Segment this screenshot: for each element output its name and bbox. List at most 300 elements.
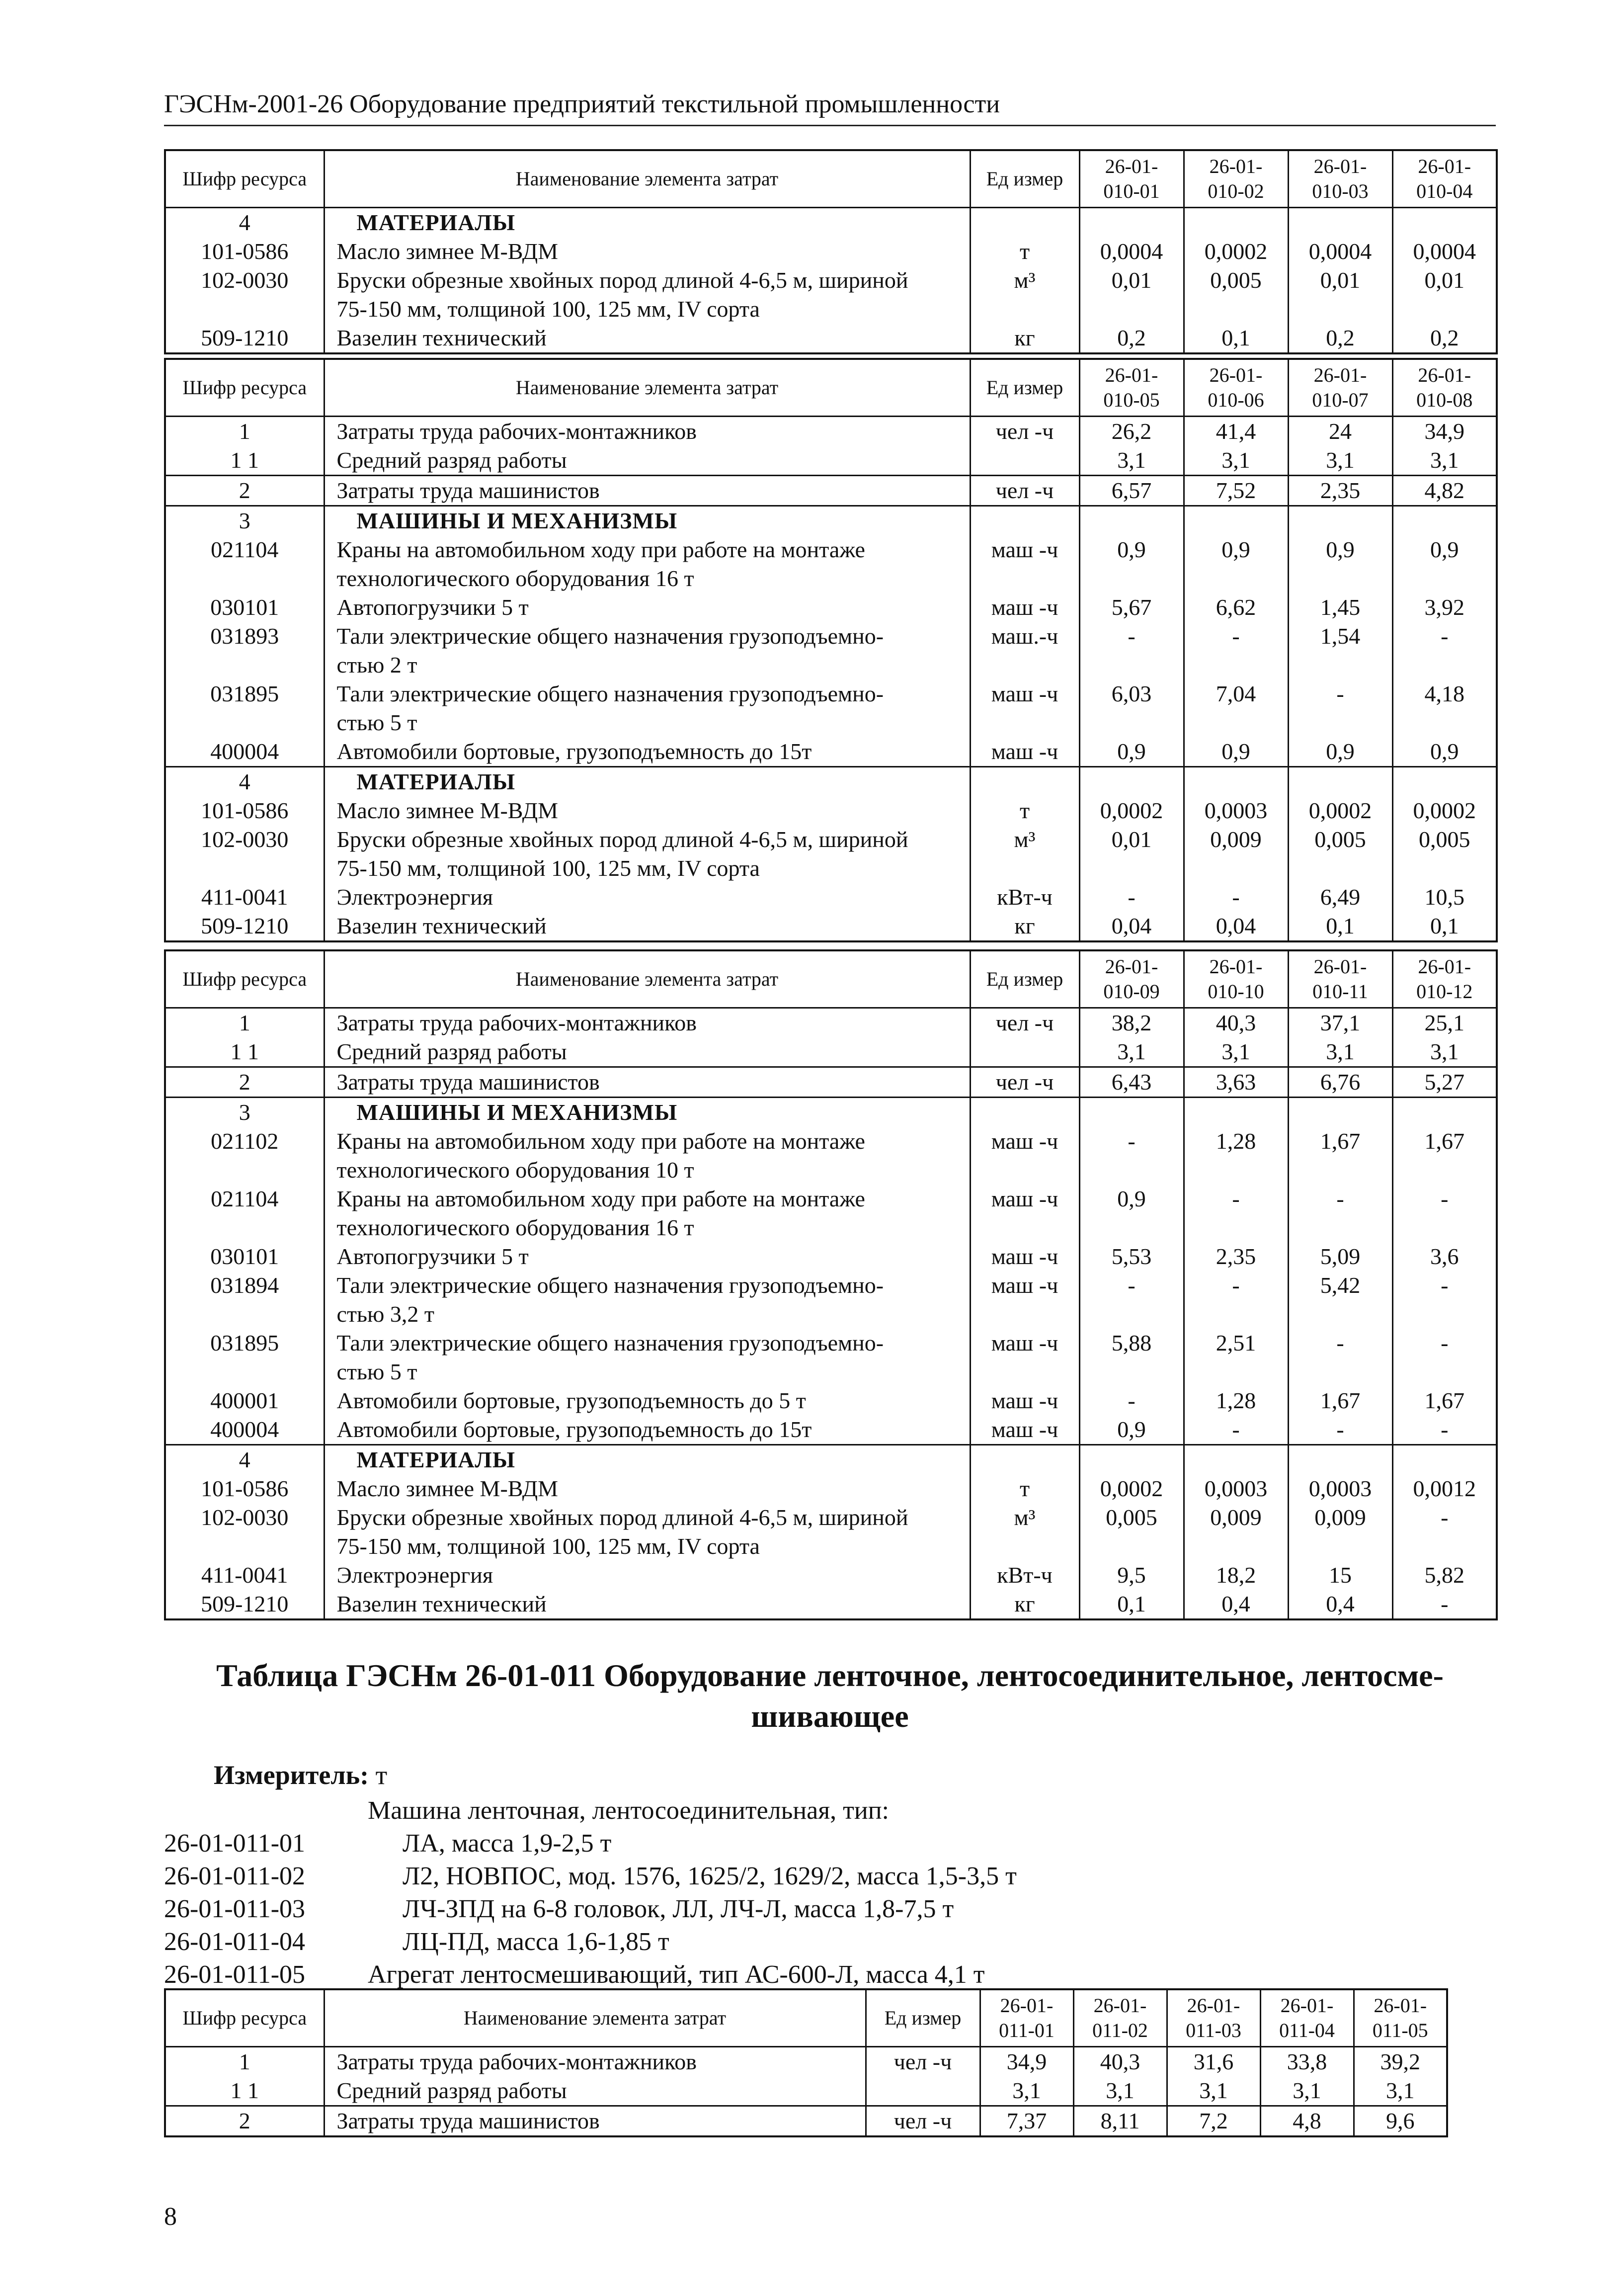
resource-value: - xyxy=(1184,883,1288,912)
resource-unit: маш -ч xyxy=(970,1415,1079,1445)
header-norm-code xyxy=(1260,1989,1354,2047)
header-name: Наименование элемента затрат xyxy=(324,150,970,208)
resource-name-line1: Средний разряд работы xyxy=(336,2078,567,2103)
header-norm-code xyxy=(1288,150,1392,208)
resource-name xyxy=(324,883,970,912)
resource-value: 2,51 xyxy=(1184,1329,1288,1386)
table-row xyxy=(165,883,1497,912)
resource-value: 0,0002 xyxy=(1413,798,1476,823)
table-row xyxy=(165,1590,1497,1619)
resource-code: 1 1 xyxy=(165,446,324,476)
resource-name xyxy=(324,622,970,679)
resource-value: - xyxy=(1079,883,1184,912)
resource-unit xyxy=(970,506,1079,536)
resource-name-line2: 75-150 мм, толщиной 100, 125 мм, IV сорта xyxy=(336,296,760,322)
resource-value xyxy=(1392,1098,1497,1127)
resource-value: 0,1 xyxy=(1184,324,1288,353)
resource-value: 0,0002 xyxy=(1079,796,1184,825)
section-row xyxy=(165,767,1497,797)
resource-name-line1: Масло зимнее М-ВДМ xyxy=(336,798,558,823)
item-desc: Агрегат лентосмешивающий, тип АС-600-Л, масса 4,1 т xyxy=(368,1960,985,1989)
norm-code-line2: 010-01 xyxy=(1103,180,1160,202)
resource-code: 102-0030 xyxy=(165,266,324,324)
resource-name xyxy=(324,1098,970,1127)
resource-value xyxy=(1288,767,1392,797)
resource-value: 9,5 xyxy=(1079,1561,1184,1590)
resource-code: 031894 xyxy=(165,1271,324,1329)
header-norm-code xyxy=(1079,150,1184,208)
resource-unit xyxy=(866,2076,980,2106)
header-norm-code xyxy=(1167,1989,1260,2047)
header-code: Шифр ресурса xyxy=(165,150,324,208)
resource-value: 0,9 xyxy=(1184,535,1288,593)
resource-unit xyxy=(970,1098,1079,1127)
resource-value: - xyxy=(1441,1591,1449,1616)
resource-value: 0,009 xyxy=(1184,1503,1288,1561)
resource-unit: м³ xyxy=(970,1503,1079,1561)
resource-value: - xyxy=(1441,623,1449,649)
resource-value: - xyxy=(1079,1127,1184,1185)
header-norm-code xyxy=(1288,359,1392,417)
resource-name-line1: Затраты труда рабочих-монтажников xyxy=(336,1010,697,1035)
resource-value xyxy=(1288,506,1392,536)
resource-name-line1: Масло зимнее М-ВДМ xyxy=(336,1476,558,1501)
norm-code-line2: 010-09 xyxy=(1103,980,1160,1003)
resource-unit: маш -ч xyxy=(970,1185,1079,1242)
section-row xyxy=(165,506,1497,536)
resource-code: 509-1210 xyxy=(165,324,324,353)
resource-value: 4,18 xyxy=(1424,681,1464,706)
item-code: 26-01-011-01 xyxy=(164,1829,306,1858)
section-title xyxy=(164,1655,1496,1737)
resource-value: 3,1 xyxy=(1392,446,1497,476)
norm-code-line1: 26-01- xyxy=(1000,1994,1054,2017)
resource-value: 0,9 xyxy=(1079,1415,1184,1445)
resource-table-011-01-05 xyxy=(164,1988,1448,2137)
resource-value: 0,0003 xyxy=(1184,796,1288,825)
resource-code: 031895 xyxy=(165,1329,324,1386)
resource-value: 5,88 xyxy=(1079,1329,1184,1386)
resource-name xyxy=(324,1271,970,1329)
resource-value: 6,62 xyxy=(1184,593,1288,622)
norm-code-line1: 26-01- xyxy=(1280,1994,1334,2017)
resource-value: 3,1 xyxy=(1073,2076,1167,2106)
resource-name-line1: МАТЕРИАЛЫ xyxy=(356,1447,515,1472)
resource-value xyxy=(1184,1445,1288,1475)
resource-name xyxy=(324,1037,970,1067)
resource-value: - xyxy=(1079,622,1184,679)
item-row xyxy=(164,1893,1017,1926)
table-row xyxy=(165,1561,1497,1590)
resource-name-line2: 75-150 мм, толщиной 100, 125 мм, IV сорта xyxy=(336,855,760,881)
table-row xyxy=(165,446,1497,476)
resource-name-line1: Автопогрузчики 5 т xyxy=(336,1244,529,1269)
resource-value: 0,009 xyxy=(1288,1503,1392,1561)
item-row xyxy=(164,1860,1017,1893)
table-row xyxy=(165,1329,1497,1386)
resource-value xyxy=(1392,767,1497,797)
resource-code: 400004 xyxy=(165,737,324,767)
resource-value xyxy=(1392,506,1497,536)
resource-value: 3,1 xyxy=(980,2076,1073,2106)
resource-value: 3,1 xyxy=(1079,1037,1184,1067)
resource-value xyxy=(1392,1445,1497,1475)
resource-unit: кВт-ч xyxy=(970,1561,1079,1590)
resource-unit xyxy=(970,767,1079,797)
resource-value: 5,09 xyxy=(1288,1242,1392,1271)
resource-name xyxy=(324,2047,866,2077)
section-title-line1: Таблица ГЭСНм 26-01-011 Оборудование ленточное, лентосоединительное, лентосме- xyxy=(216,1658,1444,1693)
resource-value: 1,28 xyxy=(1184,1386,1288,1415)
header-norm-code xyxy=(1392,359,1497,417)
resource-code: 101-0586 xyxy=(165,1474,324,1503)
norm-code-line1: 26-01- xyxy=(1209,155,1263,177)
resource-name-line2: стью 5 т xyxy=(336,710,417,735)
resource-value: 5,82 xyxy=(1424,1562,1464,1588)
table-row xyxy=(165,1415,1497,1445)
norm-code-line1: 26-01- xyxy=(1313,364,1367,386)
resource-name-line1: Затраты труда рабочих-монтажников xyxy=(336,419,697,444)
resource-name-line2: технологического оборудования 10 т xyxy=(336,1157,694,1183)
resource-code: 101-0586 xyxy=(165,237,324,266)
resource-name xyxy=(324,324,970,353)
resource-value: 3,1 xyxy=(1184,446,1288,476)
norm-code-line2: 010-10 xyxy=(1208,980,1264,1003)
resource-value: 0,1 xyxy=(1288,912,1392,941)
resource-name-line1: Бруски обрезные хвойных пород длиной 4-6,5 м, шириной xyxy=(336,1505,908,1530)
resource-value: 0,0002 xyxy=(1184,237,1288,266)
resource-code: 021104 xyxy=(165,1185,324,1242)
page-number: 8 xyxy=(164,2203,177,2231)
resource-value: 0,0003 xyxy=(1288,1474,1392,1503)
resource-value: 6,03 xyxy=(1079,679,1184,737)
header-norm-code xyxy=(1392,950,1497,1008)
resource-value: 6,49 xyxy=(1288,883,1392,912)
resource-name-line1: Средний разряд работы xyxy=(336,1039,567,1064)
resource-value: 0,1 xyxy=(1430,913,1459,938)
table-header-row xyxy=(165,950,1497,1008)
norm-code-line2: 011-03 xyxy=(1186,2019,1241,2041)
resource-name xyxy=(324,1590,970,1619)
norm-code-line1: 26-01- xyxy=(1418,955,1471,978)
resource-value: 3,1 xyxy=(1184,1037,1288,1067)
resource-name xyxy=(324,535,970,593)
resource-value: 24 xyxy=(1288,417,1392,446)
table-row xyxy=(165,535,1497,593)
header-norm-code xyxy=(1184,359,1288,417)
norm-code-line1: 26-01- xyxy=(1313,955,1367,978)
resource-value: 37,1 xyxy=(1288,1008,1392,1038)
resource-name-line1: Масло зимнее М-ВДМ xyxy=(336,239,558,264)
norm-code-line1: 26-01- xyxy=(1418,364,1471,386)
resource-value: 0,9 xyxy=(1430,739,1459,764)
header-unit: Ед измер xyxy=(866,1989,980,2047)
table-header-row xyxy=(165,359,1497,417)
resource-unit: т xyxy=(970,796,1079,825)
norm-code-line2: 010-04 xyxy=(1416,180,1473,202)
resource-value: 0,9 xyxy=(1288,535,1392,593)
norm-code-line1: 26-01- xyxy=(1105,364,1158,386)
resource-value: 0,9 xyxy=(1288,737,1392,767)
resource-name-line1: Бруски обрезные хвойных пород длиной 4-6,5 м, шириной xyxy=(336,267,908,293)
norm-code-line1: 26-01- xyxy=(1374,1994,1427,2017)
resource-value: 7,52 xyxy=(1184,476,1288,506)
resource-name xyxy=(324,1445,970,1475)
section-row xyxy=(165,1098,1497,1127)
resource-value: 3,1 xyxy=(1260,2076,1354,2106)
resource-value: - xyxy=(1441,1330,1449,1356)
resource-value: 1,67 xyxy=(1424,1128,1464,1154)
resource-value: 7,37 xyxy=(980,2106,1073,2137)
table-row xyxy=(165,593,1497,622)
resource-name-line1: МАШИНЫ И МЕХАНИЗМЫ xyxy=(356,508,678,533)
resource-value: - xyxy=(1288,1329,1392,1386)
resource-name-line1: Тали электрические общего назначения грузоподъемно- xyxy=(336,681,884,706)
resource-unit xyxy=(970,1037,1079,1067)
resource-value: 40,3 xyxy=(1184,1008,1288,1038)
table-row xyxy=(165,417,1497,446)
resource-table-010-05-08 xyxy=(164,358,1498,942)
resource-value: 39,2 xyxy=(1380,2049,1420,2074)
resource-unit xyxy=(970,208,1079,238)
resource-code: 411-0041 xyxy=(165,1561,324,1590)
resource-name xyxy=(324,767,970,797)
norm-code-line1: 26-01- xyxy=(1105,155,1158,177)
resource-value: 2,35 xyxy=(1184,1242,1288,1271)
resource-value xyxy=(1079,208,1184,238)
resource-value: 0,0003 xyxy=(1184,1474,1288,1503)
resource-unit: кВт-ч xyxy=(970,883,1079,912)
table-row xyxy=(165,266,1497,324)
norm-code-line2: 010-11 xyxy=(1312,980,1368,1003)
resource-value: 3,1 xyxy=(1288,1037,1392,1067)
resource-value: 0,009 xyxy=(1184,825,1288,883)
resource-value: 2,35 xyxy=(1288,476,1392,506)
resource-value: 15 xyxy=(1288,1561,1392,1590)
resource-value: 9,6 xyxy=(1354,2106,1447,2137)
resource-value: 4,8 xyxy=(1260,2106,1354,2137)
resource-value: 3,92 xyxy=(1424,594,1464,620)
item-list xyxy=(164,1794,1017,1991)
resource-name xyxy=(324,2106,866,2137)
table-row xyxy=(165,1185,1497,1242)
resource-code: 1 xyxy=(165,1008,324,1038)
resource-name xyxy=(324,912,970,941)
resource-name xyxy=(324,506,970,536)
resource-value: - xyxy=(1184,1271,1288,1329)
resource-value: 0,0002 xyxy=(1079,1474,1184,1503)
item-row xyxy=(164,1827,1017,1860)
resource-value: 1,54 xyxy=(1288,622,1392,679)
resource-code: 030101 xyxy=(165,1242,324,1271)
resource-value: - xyxy=(1079,1271,1184,1329)
resource-unit: маш -ч xyxy=(970,1329,1079,1386)
resource-value: 3,1 xyxy=(1354,2076,1447,2106)
resource-name-line1: Вазелин технический xyxy=(336,325,547,350)
resource-name-line1: Электроэнергия xyxy=(336,1562,493,1588)
resource-unit: м³ xyxy=(970,266,1079,324)
resource-value: - xyxy=(1288,1415,1392,1445)
section-title-line2: шивающее xyxy=(751,1698,909,1734)
header-norm-code xyxy=(1288,950,1392,1008)
resource-name-line1: Краны на автомобильном ходу при работе на монтаже xyxy=(336,1128,865,1154)
resource-value: 0,9 xyxy=(1430,537,1459,562)
resource-unit: т xyxy=(970,1474,1079,1503)
item-code: 26-01-011-04 xyxy=(164,1928,306,1956)
resource-value: 7,04 xyxy=(1184,679,1288,737)
table-row xyxy=(165,912,1497,941)
resource-value: 4,82 xyxy=(1392,476,1497,506)
resource-unit: чел -ч xyxy=(970,476,1079,506)
resource-name-line1: Затраты труда машинистов xyxy=(336,478,600,503)
resource-name xyxy=(324,1242,970,1271)
item-desc: ЛЧ-ЗПД на 6-8 головок, ЛЛ, ЛЧ-Л, масса 1,8-7,5 т xyxy=(403,1895,954,1923)
norm-code-line1: 26-01- xyxy=(1187,1994,1240,2017)
table-row xyxy=(165,476,1497,506)
resource-name xyxy=(324,737,970,767)
header-norm-code xyxy=(980,1989,1073,2047)
resource-value xyxy=(1079,506,1184,536)
resource-name-line1: Автомобили бортовые, грузоподъемность до 5 т xyxy=(336,1388,806,1413)
resource-name xyxy=(324,825,970,883)
page-header: ГЭСНм-2001-26 Оборудование предприятий текстильной промышленности xyxy=(164,89,1496,126)
norm-code-line2: 010-08 xyxy=(1416,389,1473,411)
resource-value: 18,2 xyxy=(1184,1561,1288,1590)
header-norm-code xyxy=(1079,359,1184,417)
resource-value xyxy=(1079,1098,1184,1127)
resource-value: 0,2 xyxy=(1079,324,1184,353)
resource-code: 102-0030 xyxy=(165,1503,324,1561)
table-row xyxy=(165,737,1497,767)
resource-value: 25,1 xyxy=(1424,1010,1464,1035)
resource-unit: чел -ч xyxy=(970,1008,1079,1038)
section-row xyxy=(165,208,1497,238)
table-row xyxy=(165,679,1497,737)
resource-unit: маш -ч xyxy=(970,535,1079,593)
table-row xyxy=(165,622,1497,679)
resource-value: 1,67 xyxy=(1288,1127,1392,1185)
resource-value: 0,01 xyxy=(1288,266,1392,324)
item-code: 26-01-011-02 xyxy=(164,1862,306,1890)
resource-value: 0,4 xyxy=(1288,1590,1392,1619)
resource-value: 6,43 xyxy=(1079,1067,1184,1098)
resource-name xyxy=(324,679,970,737)
resource-value: 0,0012 xyxy=(1413,1476,1476,1501)
resource-name xyxy=(324,208,970,238)
resource-value: 0,01 xyxy=(1079,266,1184,324)
norm-code-line2: 011-02 xyxy=(1092,2019,1148,2041)
table-row xyxy=(165,1242,1497,1271)
resource-name-line2: стью 2 т xyxy=(336,652,417,678)
resource-unit: маш -ч xyxy=(970,679,1079,737)
resource-value: 5,42 xyxy=(1288,1271,1392,1329)
item-desc: ЛА, масса 1,9-2,5 т xyxy=(403,1829,612,1858)
resource-unit: чел -ч xyxy=(970,1067,1079,1098)
resource-value: 0,0004 xyxy=(1413,239,1476,264)
resource-code: 2 xyxy=(165,1067,324,1098)
table-row xyxy=(165,825,1497,883)
resource-value: 0,04 xyxy=(1079,912,1184,941)
resource-name xyxy=(324,1561,970,1590)
resource-code: 1 xyxy=(165,417,324,446)
resource-name xyxy=(324,1185,970,1242)
resource-unit: кг xyxy=(970,1590,1079,1619)
table-row xyxy=(165,324,1497,353)
resource-code: 031893 xyxy=(165,622,324,679)
resource-code: 1 1 xyxy=(165,2076,324,2106)
table-row xyxy=(165,1067,1497,1098)
table-row xyxy=(165,2047,1447,2077)
resource-code: 4 xyxy=(165,1445,324,1475)
table-row xyxy=(165,1008,1497,1038)
resource-value: 1,67 xyxy=(1424,1388,1464,1413)
norm-code-line2: 010-03 xyxy=(1312,180,1369,202)
norm-code-line1: 26-01- xyxy=(1209,955,1263,978)
resource-unit: чел -ч xyxy=(970,417,1079,446)
norm-code-line2: 010-02 xyxy=(1208,180,1264,202)
norm-code-line2: 010-05 xyxy=(1103,389,1160,411)
resource-value: - xyxy=(1288,679,1392,737)
resource-code: 509-1210 xyxy=(165,912,324,941)
resource-value: 34,9 xyxy=(980,2047,1073,2077)
resource-unit xyxy=(970,1445,1079,1475)
header-norm-code xyxy=(1073,1989,1167,2047)
resource-value: - xyxy=(1184,622,1288,679)
meter-line xyxy=(214,1760,387,1790)
resource-value: 0,4 xyxy=(1184,1590,1288,1619)
header-code: Шифр ресурса xyxy=(165,359,324,417)
resource-code: 101-0586 xyxy=(165,796,324,825)
norm-code-line1: 26-01- xyxy=(1418,155,1471,177)
resource-value: 0,0004 xyxy=(1079,237,1184,266)
resource-unit: чел -ч xyxy=(866,2106,980,2137)
resource-value xyxy=(1079,767,1184,797)
header-norm-code xyxy=(1392,150,1497,208)
resource-unit: маш.-ч xyxy=(970,622,1079,679)
resource-code: 4 xyxy=(165,767,324,797)
header-norm-code xyxy=(1184,150,1288,208)
norm-code-line1: 26-01- xyxy=(1105,955,1158,978)
table-row xyxy=(165,796,1497,825)
table-row xyxy=(165,1386,1497,1415)
header-norm-code xyxy=(1354,1989,1447,2047)
resource-value: 0,9 xyxy=(1079,1185,1184,1242)
resource-unit: кг xyxy=(970,912,1079,941)
resource-code: 102-0030 xyxy=(165,825,324,883)
table-row xyxy=(165,1474,1497,1503)
resource-value: 0,005 xyxy=(1184,266,1288,324)
resource-value: 0,0004 xyxy=(1288,237,1392,266)
resource-name-line1: Бруски обрезные хвойных пород длиной 4-6,5 м, шириной xyxy=(336,827,908,852)
resource-code: 509-1210 xyxy=(165,1590,324,1619)
resource-value: 5,67 xyxy=(1079,593,1184,622)
resource-value: - xyxy=(1441,1505,1449,1530)
resource-name xyxy=(324,1503,970,1561)
resource-value: - xyxy=(1441,1186,1449,1211)
resource-code: 030101 xyxy=(165,593,324,622)
resource-value: 3,1 xyxy=(1288,446,1392,476)
resource-code: 411-0041 xyxy=(165,883,324,912)
resource-name xyxy=(324,237,970,266)
resource-value: - xyxy=(1288,1185,1392,1242)
resource-value: 8,11 xyxy=(1073,2106,1167,2137)
resource-value: 0,9 xyxy=(1079,737,1184,767)
resource-name-line1: Автомобили бортовые, грузоподъемность до 15т xyxy=(336,1417,812,1442)
resource-value: 7,2 xyxy=(1167,2106,1260,2137)
norm-code-line2: 010-06 xyxy=(1208,389,1264,411)
resource-name xyxy=(324,1474,970,1503)
resource-value: - xyxy=(1184,1185,1288,1242)
